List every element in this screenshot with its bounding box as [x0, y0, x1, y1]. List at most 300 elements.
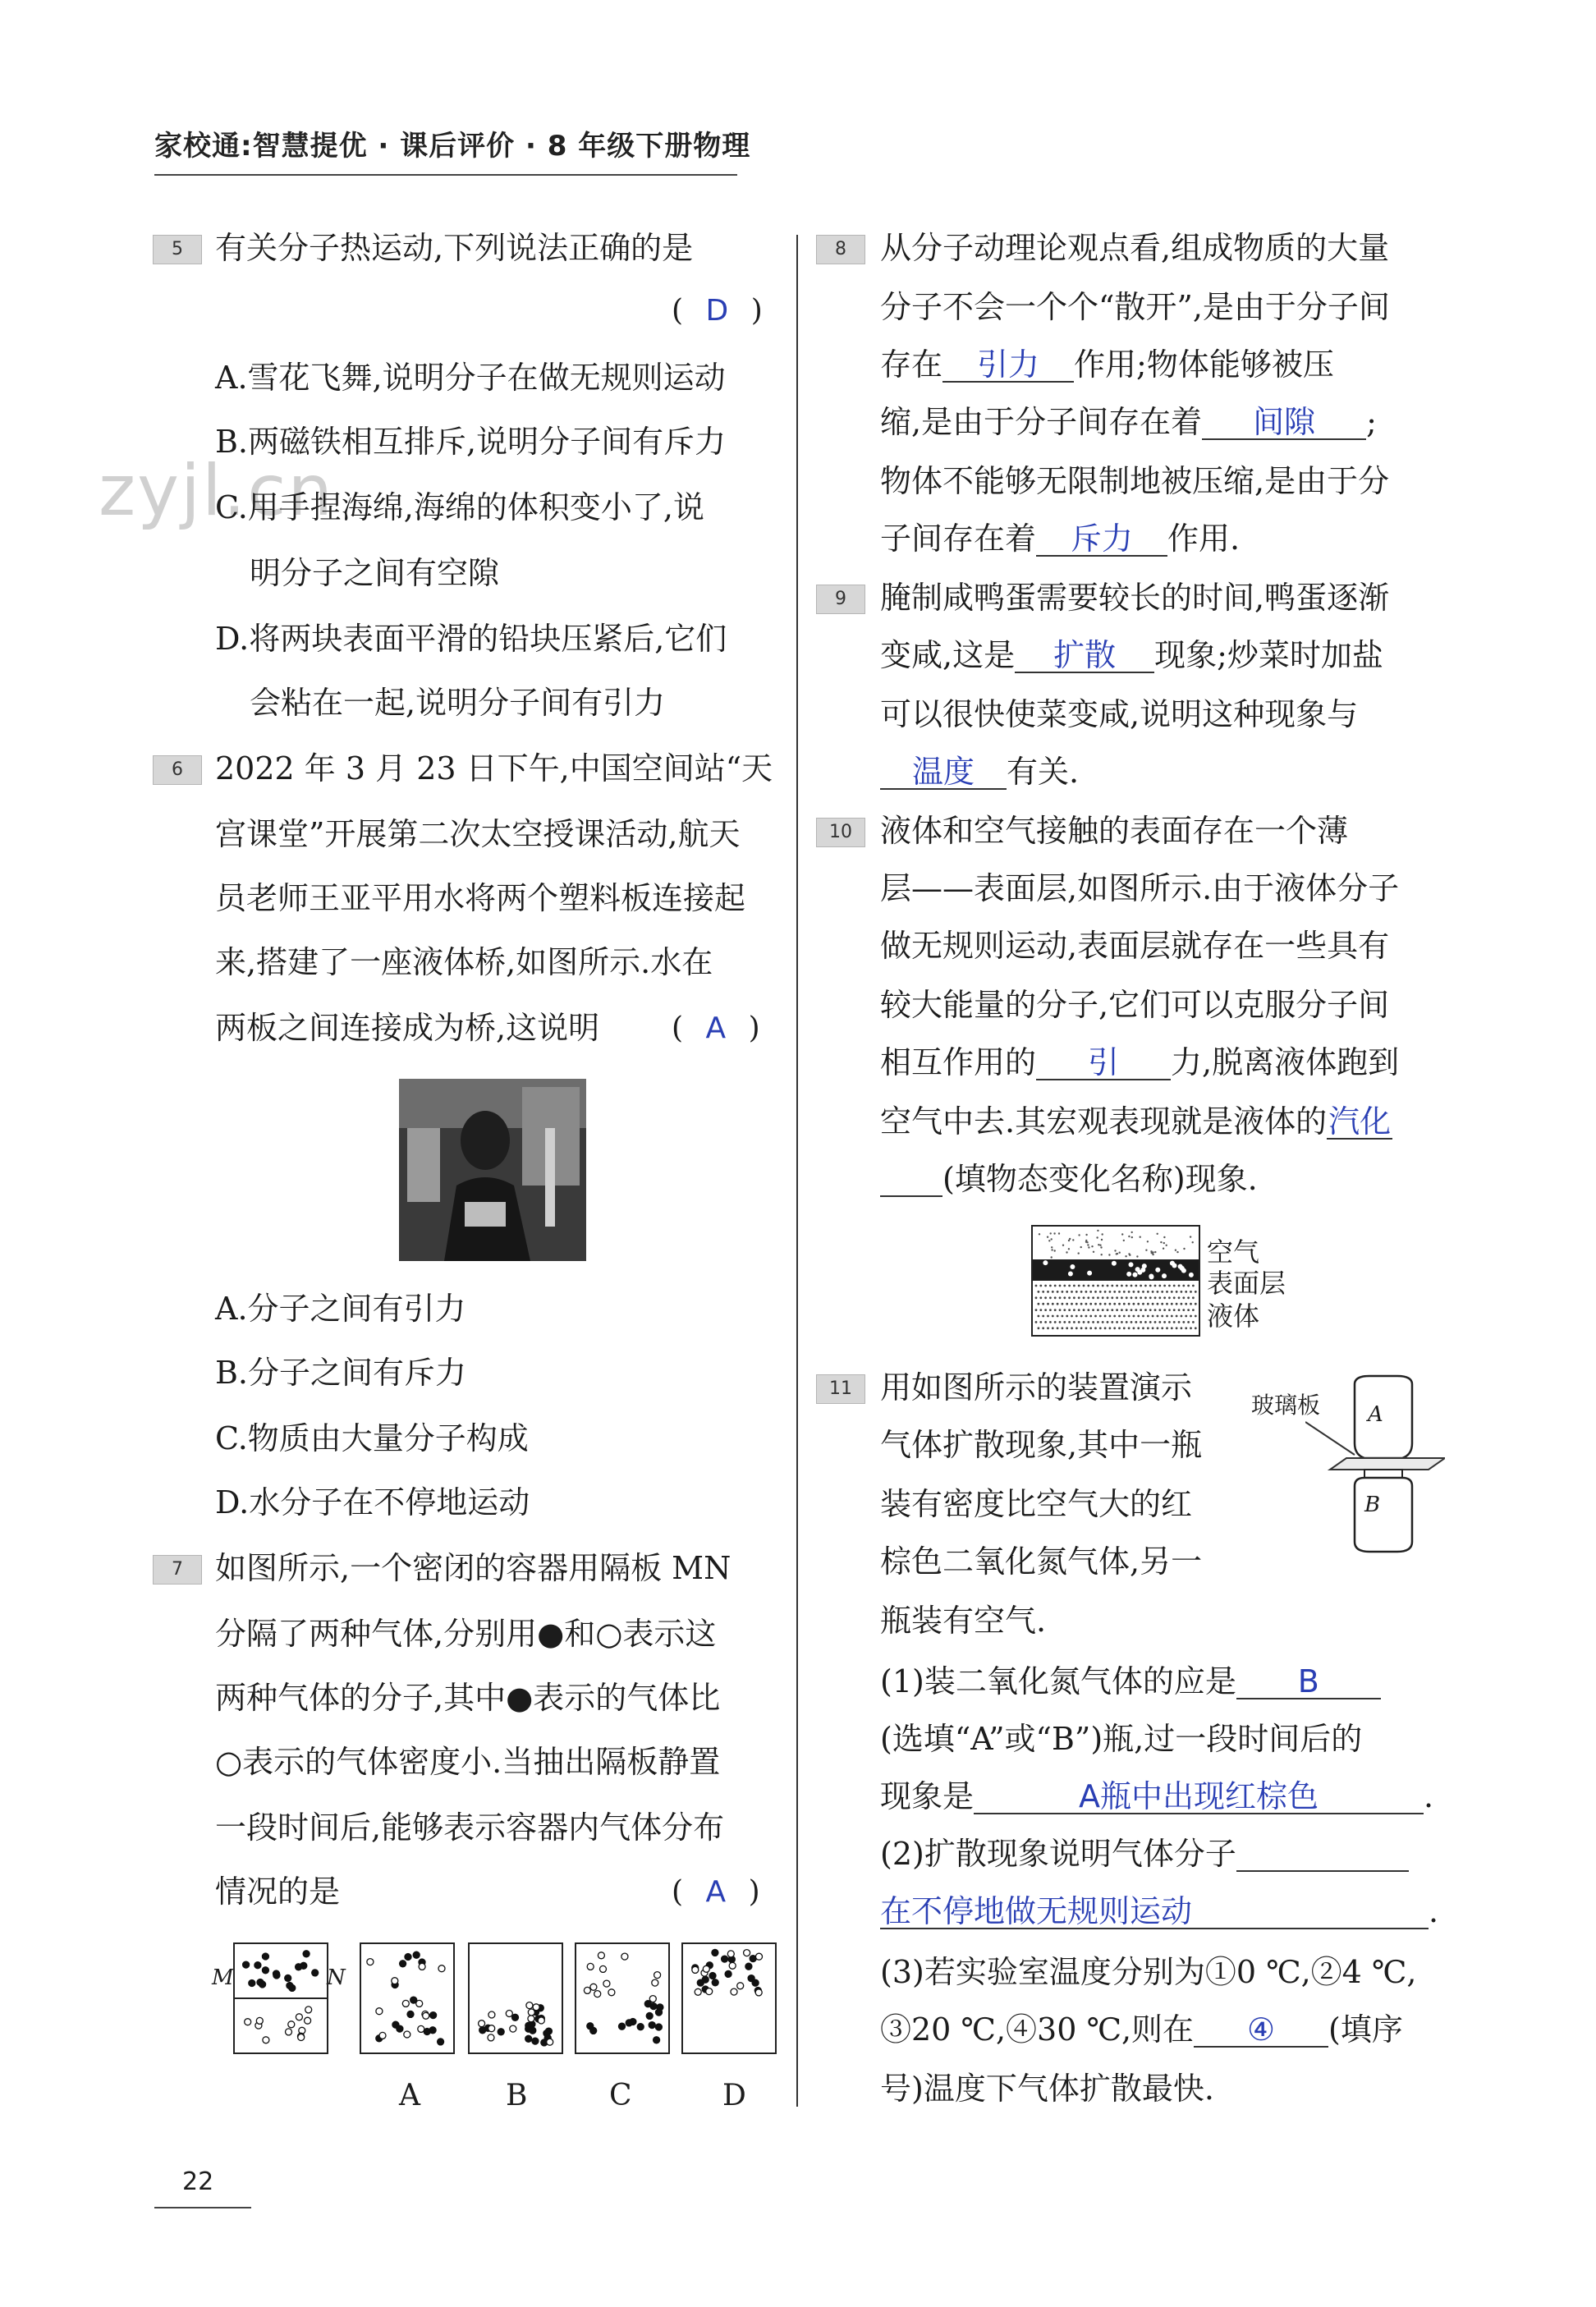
air-particle [1102, 1233, 1103, 1235]
liquid-particle [1107, 1296, 1109, 1299]
q6-answer: A [705, 1011, 727, 1045]
q11-sub2-line-1: (2)扩散现象说明气体分子 [880, 1836, 1409, 1872]
molecule-open [379, 2032, 386, 2039]
liquid-particle [1147, 1291, 1149, 1293]
molecule-filled [532, 2038, 539, 2044]
molecule-open [528, 2016, 534, 2022]
molecule-open [598, 1952, 604, 1959]
q7-container-e [681, 1942, 777, 2054]
air-particle [1068, 1248, 1070, 1250]
q9-line-3: 可以很快使菜变咸,说明这种现象与 [880, 696, 1359, 732]
molecule-open [652, 1979, 658, 1986]
surface-molecule [1140, 1268, 1145, 1273]
liquid-particle [1066, 1303, 1068, 1305]
liquid-particle [1092, 1296, 1094, 1299]
liquid-particle [1154, 1321, 1157, 1323]
liquid-particle [1182, 1296, 1185, 1299]
q9-line-2: 变咸,这是 扩散 现象;炒菜时加盐 [880, 637, 1383, 673]
molecule-filled [262, 1967, 268, 1974]
liquid-particle [1158, 1309, 1161, 1311]
q10-blank-2: 汽化 [1328, 1103, 1392, 1140]
liquid-particle [1035, 1285, 1038, 1287]
molecule-open [755, 1989, 762, 1996]
liquid-particle [1163, 1285, 1166, 1287]
liquid-particle [1130, 1296, 1133, 1299]
liquid-particle [1102, 1296, 1104, 1299]
air-particle [1116, 1253, 1117, 1254]
molecule-filled [273, 1970, 280, 1977]
liquid-particle [1192, 1321, 1195, 1323]
liquid-particle [1063, 1285, 1066, 1287]
q7-line-4: ○表示的气体密度小.当抽出隔板静置 [215, 1744, 721, 1780]
air-particle [1085, 1241, 1087, 1243]
liquid-particle [1066, 1291, 1068, 1293]
molecule-filled [748, 1975, 754, 1982]
liquid-particle [1166, 1303, 1168, 1305]
liquid-particle [1152, 1315, 1154, 1318]
q9-blank-1: 扩散 [1015, 639, 1154, 673]
liquid-particle [1078, 1321, 1080, 1323]
molecule-filled [712, 1949, 718, 1956]
molecule-filled [525, 2035, 532, 2042]
liquid-particle [1083, 1296, 1085, 1299]
molecule-open [404, 2031, 410, 2038]
question-number-11: 11 [816, 1374, 865, 1404]
liquid-particle [1147, 1327, 1149, 1329]
liquid-particle [1092, 1285, 1094, 1287]
surface-molecule [1112, 1261, 1117, 1266]
molecule-open [526, 2002, 533, 2009]
liquid-particle [1071, 1291, 1073, 1293]
liquid-particle [1075, 1327, 1078, 1329]
air-particle [1098, 1244, 1099, 1245]
liquid-particle [1142, 1327, 1144, 1329]
liquid-particle [1118, 1291, 1121, 1293]
liquid-particle [1161, 1291, 1163, 1293]
air-particle [1085, 1234, 1087, 1236]
liquid-particle [1094, 1291, 1097, 1293]
air-particle [1062, 1245, 1064, 1246]
q10-blank-2-cont [880, 1195, 942, 1197]
air-particle [1054, 1250, 1056, 1251]
liquid-particle [1099, 1327, 1102, 1329]
liquid-particle [1075, 1315, 1078, 1318]
q6-line-2: 宫课堂”开展第二次太空授课活动,航天 [215, 816, 741, 852]
liquid-particle [1171, 1291, 1173, 1293]
liquid-particle [1195, 1291, 1197, 1293]
liquid-particle [1102, 1321, 1104, 1323]
surface-molecule [1162, 1273, 1167, 1278]
liquid-particle [1054, 1321, 1057, 1323]
liquid-particle [1135, 1309, 1137, 1311]
liquid-particle [1094, 1315, 1097, 1318]
liquid-particle [1047, 1315, 1049, 1318]
liquid-particle [1181, 1291, 1183, 1293]
liquid-particle [1130, 1309, 1133, 1311]
liquid-particle [1054, 1296, 1057, 1299]
liquid-particle [1085, 1303, 1088, 1305]
molecule-open [305, 2017, 311, 2024]
molecule-open [263, 2037, 269, 2043]
liquid-particle [1109, 1303, 1112, 1305]
liquid-particle [1073, 1285, 1075, 1287]
page-number: 22 [182, 2167, 214, 2196]
molecule-open [286, 2029, 292, 2035]
liquid-particle [1057, 1327, 1059, 1329]
liquid-particle [1187, 1296, 1190, 1299]
liquid-particle [1109, 1291, 1112, 1293]
molecule-filled [413, 1952, 420, 1958]
liquid-particle [1078, 1309, 1080, 1311]
q11-blank-3: 在不停地做无规则运动 [880, 1895, 1429, 1929]
liquid-particle [1123, 1327, 1126, 1329]
air-particle [1080, 1246, 1082, 1248]
liquid-particle [1102, 1285, 1104, 1287]
liquid-particle [1173, 1309, 1176, 1311]
liquid-particle [1190, 1327, 1192, 1329]
q11-sub1-line-2: (选填“A”或“B”)瓶,过一段时间后的 [880, 1721, 1363, 1757]
q8-line-5: 物体不能够无限制地被压缩,是由于分 [880, 463, 1390, 499]
liquid-particle [1071, 1327, 1073, 1329]
liquid-particle [1089, 1327, 1092, 1329]
molecule-open [506, 2011, 512, 2017]
liquid-particle [1176, 1315, 1178, 1318]
liquid-particle [1116, 1285, 1118, 1287]
air-particle [1183, 1248, 1185, 1250]
liquid-particle [1173, 1321, 1176, 1323]
q8-line-6: 子间存在着 斥力 作用. [880, 521, 1241, 557]
q10-line-2: 层——表面层,如图所示.由于液体分子 [880, 870, 1400, 906]
q7-line-5: 一段时间后,能够表示容器内气体分布 [215, 1809, 725, 1846]
liquid-particle [1071, 1315, 1073, 1318]
air-particle [1176, 1251, 1178, 1253]
q5-answer: D [705, 294, 729, 328]
molecule-open [305, 2007, 312, 2013]
liquid-particle [1195, 1327, 1197, 1329]
liquid-particle [1178, 1309, 1181, 1311]
air-particle [1123, 1240, 1125, 1241]
liquid-particle [1121, 1285, 1123, 1287]
liquid-particle [1113, 1315, 1116, 1318]
liquid-particle [1068, 1321, 1071, 1323]
liquid-particle [1154, 1285, 1157, 1287]
molecule-filled [512, 2014, 519, 2020]
surface-molecule [1133, 1273, 1138, 1277]
air-particle [1066, 1251, 1067, 1253]
liquid-particle [1038, 1315, 1040, 1318]
liquid-particle [1094, 1327, 1097, 1329]
liquid-particle [1104, 1291, 1107, 1293]
liquid-particle [1147, 1315, 1149, 1318]
molecule-open [731, 1988, 737, 1995]
liquid-particle [1073, 1296, 1075, 1299]
liquid-particle [1158, 1285, 1161, 1287]
liquid-particle [1181, 1303, 1183, 1305]
liquid-particle [1042, 1315, 1044, 1318]
liquid-particle [1078, 1296, 1080, 1299]
molecule-open [654, 1972, 661, 1979]
liquid-particle [1130, 1321, 1133, 1323]
air-particle [1058, 1232, 1060, 1234]
liquid-particle [1176, 1291, 1178, 1293]
liquid-particle [1118, 1303, 1121, 1305]
liquid-particle [1173, 1285, 1176, 1287]
q5-option-a: A.雪花飞舞,说明分子在做无规则运动 [215, 360, 726, 396]
liquid-particle [1049, 1309, 1052, 1311]
liquid-particle [1035, 1321, 1038, 1323]
liquid-particle [1195, 1315, 1197, 1318]
molecule-open [729, 1962, 736, 1969]
surface-molecule [1043, 1260, 1048, 1265]
page-header-title: 家校通:智慧提优 · 课后评价 · 8 年级下册物理 [154, 130, 751, 163]
molecule-open [256, 2017, 263, 2024]
liquid-particle [1130, 1285, 1133, 1287]
q7-figure-label-d: D [722, 2079, 746, 2112]
liquid-particle [1126, 1296, 1128, 1299]
liquid-particle [1171, 1315, 1173, 1318]
liquid-particle [1157, 1291, 1159, 1293]
molecule-open [245, 2019, 251, 2025]
surface-molecule [1189, 1273, 1194, 1277]
liquid-particle [1109, 1315, 1112, 1318]
liquid-particle [1085, 1327, 1088, 1329]
q6-line-4: 来,搭建了一座液体桥,如图所示.水在 [215, 944, 713, 980]
liquid-particle [1152, 1303, 1154, 1305]
liquid-particle [1083, 1321, 1085, 1323]
liquid-particle [1158, 1321, 1161, 1323]
liquid-particle [1118, 1327, 1121, 1329]
liquid-particle [1161, 1327, 1163, 1329]
q10-line-6: 空气中去.其宏观表现就是液体的汽化 [880, 1103, 1392, 1140]
q11-sub3-line-3: 号)温度下气体扩散最快. [880, 2071, 1214, 2107]
air-particle [1069, 1238, 1071, 1240]
liquid-particle [1059, 1321, 1062, 1323]
liquid-particle [1052, 1327, 1054, 1329]
molecule-filled [637, 2024, 644, 2030]
liquid-particle [1185, 1327, 1187, 1329]
molecule-open [423, 2012, 429, 2019]
liquid-particle [1190, 1303, 1192, 1305]
liquid-particle [1107, 1321, 1109, 1323]
molecule-open [367, 1959, 374, 1965]
liquid-particle [1137, 1291, 1140, 1293]
liquid-particle [1185, 1315, 1187, 1318]
liquid-particle [1121, 1309, 1123, 1311]
liquid-particle [1135, 1296, 1137, 1299]
liquid-particle [1047, 1327, 1049, 1329]
liquid-particle [1062, 1315, 1064, 1318]
molecule-open [418, 2025, 424, 2032]
liquid-particle [1178, 1285, 1181, 1287]
q10-line-5: 相互作用的 引 力,脱离液体跑到 [880, 1044, 1400, 1080]
liquid-particle [1063, 1309, 1066, 1311]
question-number-7: 7 [153, 1555, 202, 1585]
air-particle [1154, 1251, 1156, 1253]
air-particle [1039, 1233, 1040, 1235]
liquid-particle [1097, 1285, 1099, 1287]
liquid-particle [1182, 1321, 1185, 1323]
liquid-particle [1137, 1327, 1140, 1329]
molecule-filled [745, 1963, 752, 1970]
liquid-particle [1080, 1315, 1083, 1318]
bottle-b-label: B [1364, 1493, 1381, 1517]
q7-line-3: 两种气体的分子,其中●表示的气体比 [215, 1680, 721, 1716]
liquid-particle [1075, 1291, 1078, 1293]
molecule-filled [243, 1961, 250, 1968]
liquid-particle [1111, 1321, 1113, 1323]
molecule-open [392, 1978, 398, 1984]
liquid-particle [1158, 1296, 1161, 1299]
liquid-particle [1185, 1303, 1187, 1305]
air-particle [1121, 1233, 1123, 1235]
liquid-particle [1083, 1285, 1085, 1287]
liquid-particle [1062, 1291, 1064, 1293]
liquid-particle [1152, 1327, 1154, 1329]
air-particle [1096, 1236, 1098, 1238]
molecule-filled [654, 2037, 660, 2043]
molecule-open [298, 2034, 305, 2041]
liquid-particle [1192, 1309, 1195, 1311]
liquid-particle [1044, 1285, 1047, 1287]
molecule-filled [725, 1970, 732, 1977]
air-particle [1128, 1236, 1130, 1237]
q11-sub3-line-1: (3)若实验室温度分别为①0 ℃,②4 ℃, [880, 1954, 1417, 1990]
q8-blank-1: 引力 [942, 348, 1074, 383]
liquid-particle [1062, 1303, 1064, 1305]
liquid-particle [1187, 1309, 1190, 1311]
page-number-rule [154, 2207, 251, 2208]
molecule-open [703, 1965, 709, 1972]
surface-molecule [1129, 1262, 1134, 1267]
liquid-particle [1052, 1303, 1054, 1305]
molecule-filled [405, 1954, 411, 1961]
molecule-open [488, 2025, 495, 2032]
q8-line-2: 分子不会一个个“散开”,是由于分子间 [880, 289, 1390, 325]
molecule-filled [287, 1983, 293, 1989]
molecule-open [590, 1984, 597, 1990]
liquid-particle [1047, 1303, 1049, 1305]
liquid-particle [1042, 1291, 1044, 1293]
air-particle [1175, 1250, 1176, 1251]
q10-line-7: (填物态变化名称)现象. [880, 1161, 1258, 1197]
molecule-filled [303, 1951, 310, 1957]
liquid-particle [1116, 1321, 1118, 1323]
liquid-particle [1137, 1315, 1140, 1318]
molecule-filled [312, 1970, 319, 1976]
question-number-9: 9 [816, 585, 865, 614]
liquid-particle [1094, 1303, 1097, 1305]
molecule-open [438, 1965, 445, 1972]
header-rule [154, 174, 737, 176]
liquid-particle [1038, 1303, 1040, 1305]
molecule-filled [262, 1953, 268, 1960]
liquid-particle [1104, 1315, 1107, 1318]
q5-option-c: C.用手捏海绵,海绵的体积变小了,说 [215, 489, 704, 525]
liquid-particle [1080, 1291, 1083, 1293]
liquid-particle [1128, 1315, 1130, 1318]
question-number-6: 6 [153, 755, 202, 785]
liquid-particle [1181, 1315, 1183, 1318]
liquid-particle [1113, 1291, 1116, 1293]
molecule-filled [498, 2029, 504, 2035]
liquid-particle [1123, 1291, 1126, 1293]
liquid-particle [1166, 1327, 1168, 1329]
liquid-particle [1168, 1296, 1171, 1299]
q6-option-b: B.分子之间有斥力 [215, 1355, 467, 1391]
liquid-particle [1135, 1285, 1137, 1287]
air-particle [1147, 1241, 1149, 1242]
q7-figure-label-b: B [506, 2079, 528, 2112]
air-particle [1093, 1251, 1094, 1253]
liquid-particle [1059, 1296, 1062, 1299]
liquid-particle [1073, 1309, 1075, 1311]
q8-blank-3: 斥力 [1036, 522, 1167, 557]
q5-stem: 有关分子热运动,下列说法正确的是 [215, 230, 694, 266]
air-particle [1100, 1246, 1102, 1248]
surface-molecule [1170, 1261, 1175, 1266]
air-particle [1068, 1240, 1070, 1241]
liquid-particle [1066, 1315, 1068, 1318]
q11-blank-2: A瓶中出现红棕色 [974, 1780, 1424, 1814]
liquid-particle [1192, 1285, 1195, 1287]
air-particle [1051, 1246, 1053, 1248]
air-particle [1157, 1233, 1158, 1235]
liquid-particle [1133, 1303, 1135, 1305]
liquid-particle [1190, 1315, 1192, 1318]
liquid-particle [1104, 1303, 1107, 1305]
label-glass-plate: 玻璃板 [1251, 1392, 1321, 1419]
liquid-particle [1085, 1315, 1088, 1318]
liquid-particle [1182, 1285, 1185, 1287]
liquid-particle [1080, 1303, 1083, 1305]
liquid-particle [1111, 1296, 1113, 1299]
q10-line-3: 做无规则运动,表面层就存在一些具有 [880, 928, 1390, 964]
surface-molecule [1068, 1272, 1073, 1277]
liquid-particle [1102, 1309, 1104, 1311]
air-particle [1101, 1254, 1103, 1255]
molecule-open [608, 1989, 615, 1996]
surface-molecule [1155, 1268, 1160, 1273]
liquid-bridge-photo [399, 1079, 586, 1261]
molecule-open [419, 1963, 425, 1970]
molecule-filled [657, 2004, 663, 2011]
liquid-particle [1039, 1296, 1042, 1299]
air-particle [1051, 1256, 1053, 1258]
liquid-particle [1154, 1296, 1157, 1299]
liquid-particle [1083, 1309, 1085, 1311]
q8-line-4: 缩,是由于分子间存在着 间隙 ; [880, 404, 1377, 440]
surface-molecule [1149, 1274, 1154, 1279]
q11-line-4: 棕色二氧化氮气体,另一 [880, 1543, 1203, 1580]
liquid-particle [1190, 1291, 1192, 1293]
molecule-filled [249, 1980, 255, 1987]
surface-molecule [1070, 1264, 1075, 1269]
liquid-particle [1140, 1296, 1142, 1299]
q6-option-c: C.物质由大量分子构成 [215, 1420, 529, 1456]
liquid-particle [1144, 1285, 1147, 1287]
q6-line-3: 员老师王亚平用水将两个塑料板连接起 [215, 880, 746, 916]
air-particle [1163, 1236, 1165, 1238]
liquid-particle [1066, 1327, 1068, 1329]
q11-sub2-line-2: 在不停地做无规则运动 . [880, 1893, 1439, 1929]
liquid-particle [1085, 1291, 1088, 1293]
molecule-filled [644, 2001, 651, 2007]
q7-label-m: M [212, 1965, 234, 1990]
molecule-filled [285, 1974, 291, 1981]
liquid-particle [1195, 1303, 1197, 1305]
air-particle [1152, 1254, 1153, 1255]
liquid-particle [1133, 1291, 1135, 1293]
